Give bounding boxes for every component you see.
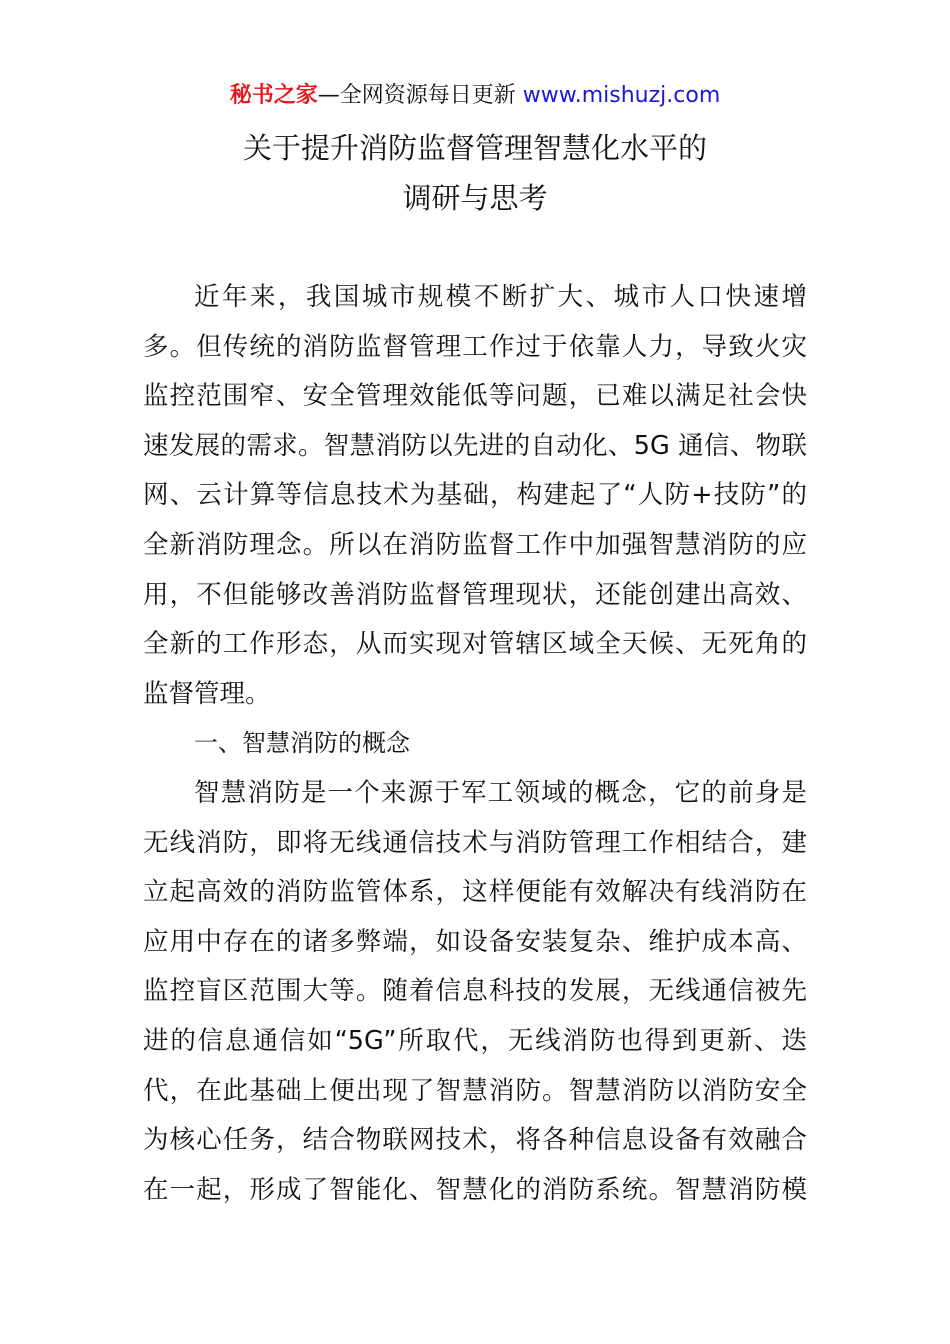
paragraph-line: 全新的工作形态，从而实现对管辖区域全天候、无死角的	[143, 629, 807, 660]
paragraph-line: 网、云计算等信息技术为基础，构建起了“人防+技防”的	[143, 480, 807, 511]
document-body	[143, 273, 807, 1215]
paragraph-line: 全新消防理念。所以在消防监督工作中加强智慧消防的应	[143, 529, 807, 560]
paragraph-line: 监控盲区范围大等。随着信息科技的发展，无线通信被先	[143, 976, 807, 1007]
section-heading: 一、智慧消防的概念	[194, 729, 410, 758]
paragraph-line: 多。但传统的消防监督管理工作过于依靠人力，导致火灾	[143, 331, 807, 362]
paragraph-line: 无线消防，即将无线通信技术与消防管理工作相结合，建	[143, 827, 807, 858]
paragraph-line: 在一起，形成了智能化、智慧化的消防系统。智慧消防模	[143, 1174, 807, 1205]
paragraph-line: 监督管理。	[143, 678, 271, 709]
paragraph-line: 为核心任务，结合物联网技术，将各种信息设备有效融合	[143, 1125, 807, 1156]
paragraph-line: 近年来，我国城市规模不断扩大、城市人口快速增	[194, 282, 807, 312]
paragraph-line: 进的信息通信如“5G”所取代，无线消防也得到更新、迭	[143, 1025, 807, 1056]
site-header	[0, 80, 950, 112]
paragraph-line: 应用中存在的诸多弊端，如设备安装复杂、维护成本高、	[143, 926, 807, 957]
paragraph-line: 用，不但能够改善消防监督管理现状，还能创建出高效、	[143, 579, 807, 610]
paragraph-line: 智慧消防是一个来源于军工领域的概念，它的前身是	[194, 777, 807, 808]
document-title-line-2: 调研与思考	[402, 181, 548, 215]
document-title-line-1: 关于提升消防监督管理智慧化水平的	[242, 131, 707, 165]
paragraph-intro	[143, 273, 807, 719]
paragraph-line: 代，在此基础上便出现了智慧消防。智慧消防以消防安全	[143, 1075, 807, 1106]
paragraph-line: 速发展的需求。智慧消防以先进的自动化、5G 通信、物联	[143, 430, 807, 461]
paragraph-line: 监控范围窄、安全管理效能低等问题，已难以满足社会快	[143, 381, 807, 412]
brand-name: 秘书之家	[229, 83, 318, 108]
site-url-link[interactable]: www.mishuzj.com	[522, 83, 721, 108]
paragraph-concept	[143, 769, 807, 1215]
header-tagline: —全网资源每日更新	[317, 83, 523, 108]
paragraph-line: 立起高效的消防监管体系，这样便能有效解决有线消防在	[143, 877, 807, 908]
